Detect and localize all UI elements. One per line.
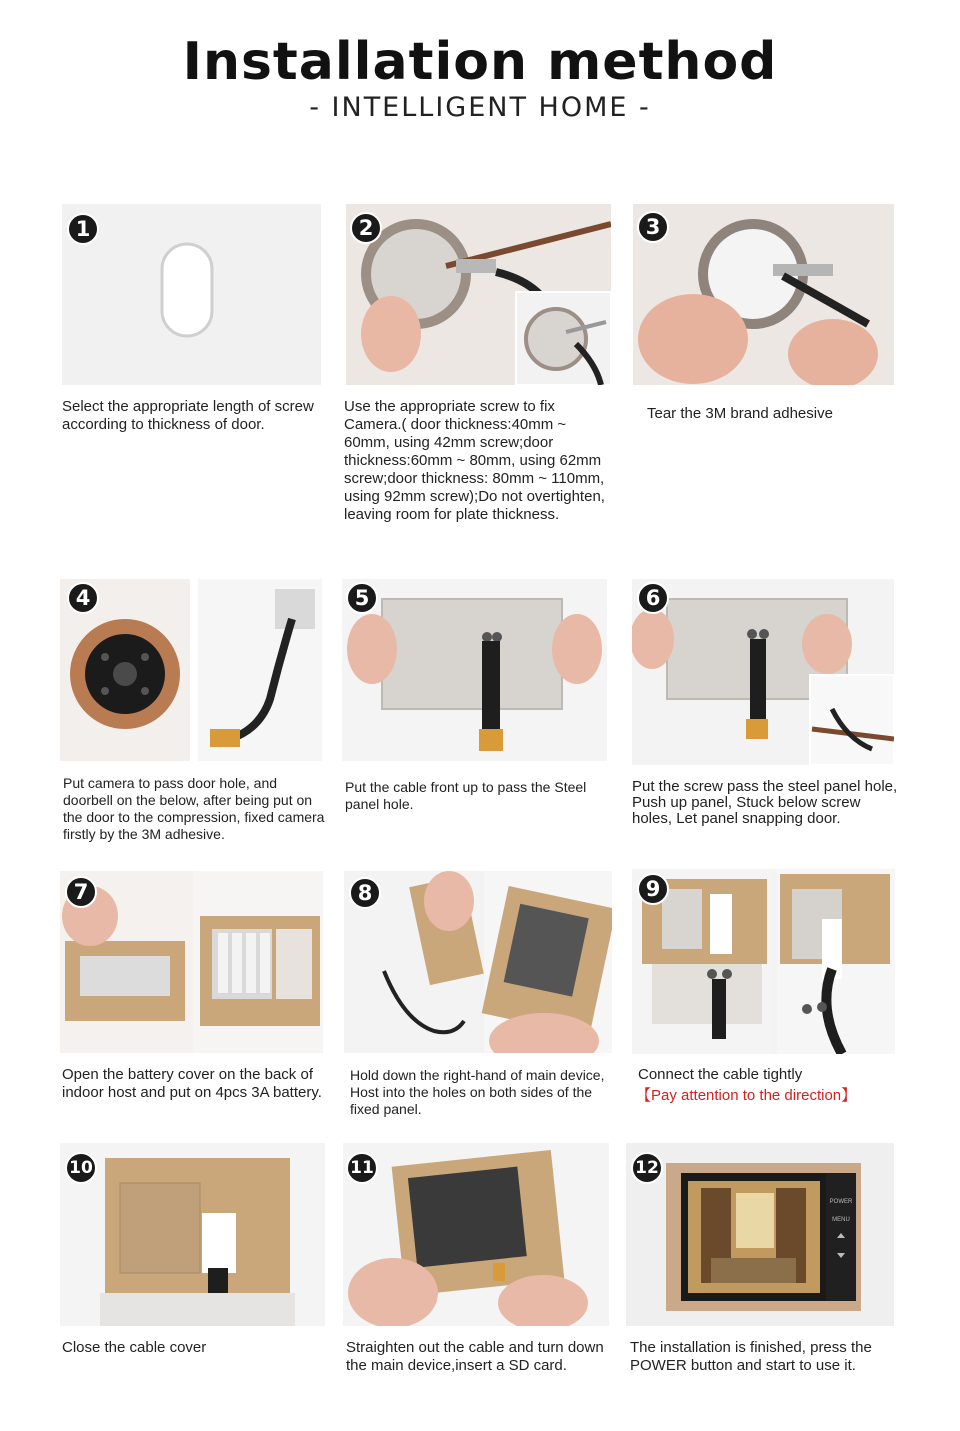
panel-snapping-illustration <box>632 579 894 765</box>
step-11-badge: 11 <box>346 1152 378 1184</box>
step-6-badge: 6 <box>637 582 669 614</box>
host-mounting-illustration <box>344 871 612 1053</box>
step-10-badge: 10 <box>65 1152 97 1184</box>
step-9-text <box>636 1066 896 1105</box>
step-6-photo <box>632 579 894 765</box>
step-12-photo <box>626 1143 894 1326</box>
finished-device-illustration <box>626 1143 894 1326</box>
door-hole-illustration <box>62 204 321 385</box>
step-9-photo <box>632 869 895 1054</box>
camera-doorbell-illustration <box>60 579 322 761</box>
step-8-text: Hold down the right-hand of main device, Host into the holes on both sides of the fixed panel. <box>350 1067 605 1117</box>
step-2-badge: 2 <box>350 212 382 244</box>
sd-card-insert-illustration <box>343 1143 609 1326</box>
step-7-text: Open the battery cover on the back of indoor host and put on 4pcs 3A battery. <box>62 1066 322 1101</box>
step-10-text: Close the cable cover <box>62 1339 207 1356</box>
step-4-badge: 4 <box>67 582 99 614</box>
step-9-direction-note: 【Pay attention to the direction】 <box>636 1087 857 1104</box>
step-1-badge: 1 <box>67 213 99 245</box>
steel-panel-illustration <box>342 579 607 761</box>
step-3-photo <box>633 204 894 385</box>
menu-label: MENU <box>832 1217 850 1223</box>
step-11-text: Straighten out the cable and turn down the main device,insert a SD card. <box>346 1339 604 1374</box>
step-1-photo <box>62 204 321 385</box>
step-9-instruction: Connect the cable tightly <box>638 1066 803 1083</box>
step-11-photo <box>343 1143 609 1326</box>
step-3-text: Tear the 3M brand adhesive <box>647 405 833 422</box>
battery-cover-illustration <box>60 871 323 1053</box>
step-10-photo <box>60 1143 325 1326</box>
step-3-badge: 3 <box>637 211 669 243</box>
step-8-badge: 8 <box>349 877 381 909</box>
step-5-text: Put the cable front up to pass the Steel panel hole. <box>345 779 587 812</box>
step-7-badge: 7 <box>65 876 97 908</box>
step-7-photo <box>60 871 323 1053</box>
step-12-badge: 12 <box>631 1152 663 1184</box>
step-2-photo <box>346 204 611 385</box>
step-4-text: Put camera to pass door hole, and doorbell on the below, after being put on the door to the compression, fixed camera firstly by the 3M adhesive. <box>63 775 325 842</box>
page-title: Installation method <box>182 32 778 92</box>
power-label: POWER <box>829 1199 853 1205</box>
step-12-text: The installation is finished, press the POWER button and start to use it. <box>630 1339 872 1374</box>
page-subtitle: - INTELLIGENT HOME - <box>309 92 651 123</box>
adhesive-tearing-illustration <box>633 204 894 385</box>
step-4-photo <box>60 579 322 761</box>
cable-connection-illustration <box>632 869 895 1054</box>
step-5-photo <box>342 579 607 761</box>
screw-fixing-illustration <box>346 204 611 385</box>
cable-cover-illustration <box>60 1143 325 1326</box>
step-9-badge: 9 <box>637 873 669 905</box>
step-2-text: Use the appropriate screw to fix Camera.( door thickness:40mm ~ 60mm, using 42mm screw;door thickness:60mm ~ 80mm, using 62mm screw;door thickness: 80mm ~ 110mm, using 92mm screw);Do not overtighten, leaving room for plate thickness. <box>344 398 605 523</box>
step-5-badge: 5 <box>346 582 378 614</box>
step-1-text: Select the appropriate length of screw according to thickness of door. <box>62 398 314 433</box>
step-8-photo <box>344 871 612 1053</box>
step-6-text: Put the screw pass the steel panel hole, Push up panel, Stuck below screw holes, Let panel snapping door. <box>632 778 898 827</box>
